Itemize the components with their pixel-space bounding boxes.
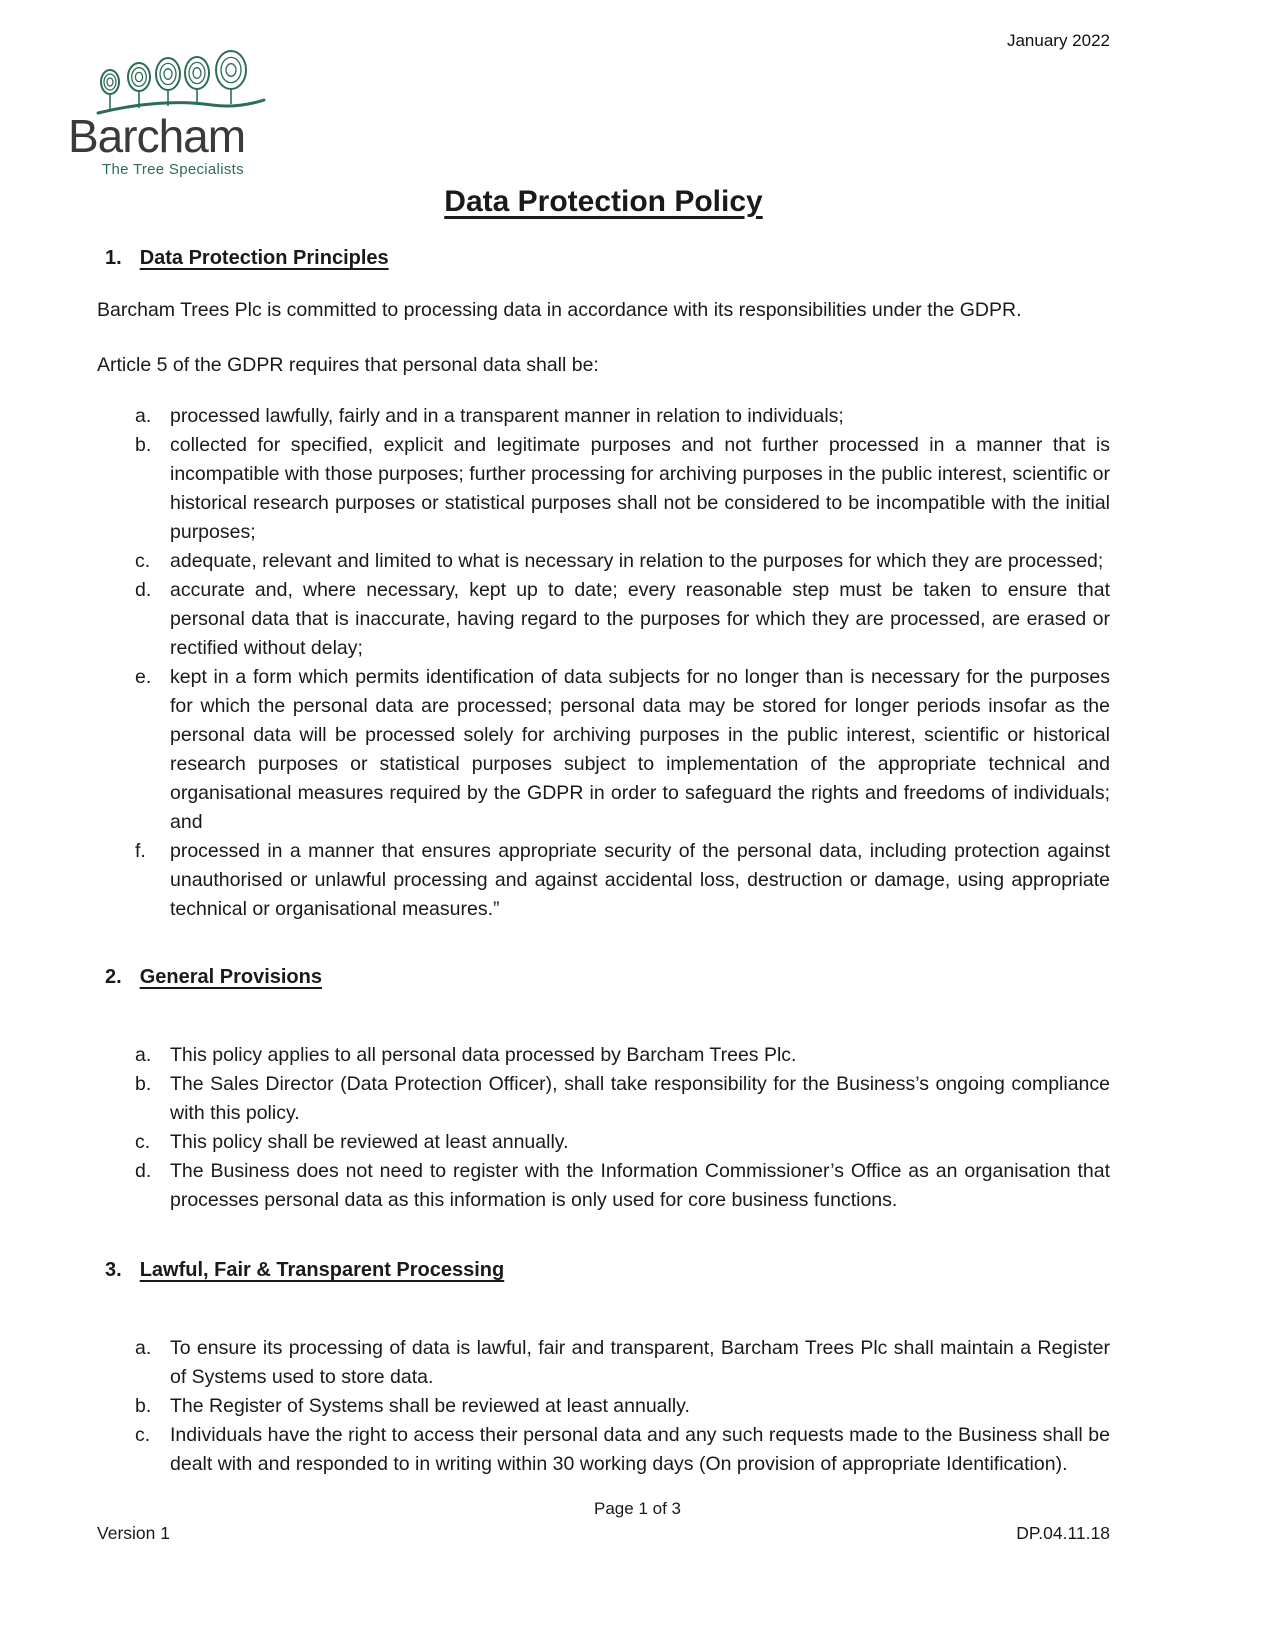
section-2-label: General Provisions	[139, 966, 322, 988]
list-marker: c.	[135, 1424, 151, 1446]
list-item	[97, 576, 1110, 663]
section-3-label: Lawful, Fair & Transparent Processing	[139, 1259, 505, 1281]
section-1-label: Data Protection Principles	[139, 247, 389, 269]
list-marker: f.	[135, 840, 146, 862]
section-1-list	[97, 402, 1110, 924]
section-2-list	[97, 1041, 1110, 1215]
section-1-paragraph-1: Barcham Trees Plc is committed to processing data in accordance with its responsibilities under the GDPR.	[97, 299, 1022, 321]
list-item	[97, 1392, 1110, 1421]
list-text: To ensure its processing of data is lawful, fair and transparent, Barcham Trees Plc shall maintain a Register of Systems used to store data.	[170, 1337, 1110, 1388]
list-text: This policy shall be reviewed at least annually.	[170, 1131, 569, 1153]
list-text: The Register of Systems shall be reviewed at least annually.	[170, 1395, 690, 1417]
list-item	[97, 1421, 1110, 1479]
list-marker: c.	[135, 1131, 151, 1153]
list-item	[97, 1041, 1110, 1070]
list-marker: d.	[135, 1160, 152, 1182]
list-item	[97, 1128, 1110, 1157]
barcham-logo	[68, 50, 269, 178]
list-text: This policy applies to all personal data processed by Barcham Trees Plc.	[170, 1044, 797, 1066]
footer-page-number: Page 1 of 3	[594, 1499, 681, 1518]
list-item	[97, 431, 1110, 547]
list-item	[97, 837, 1110, 924]
list-item	[97, 547, 1110, 576]
list-item	[97, 1070, 1110, 1128]
section-3-list	[97, 1334, 1110, 1479]
list-item	[97, 1334, 1110, 1392]
footer-version: Version 1	[97, 1523, 170, 1543]
section-1-paragraph-2: Article 5 of the GDPR requires that personal data shall be:	[97, 354, 599, 376]
list-text: The Business does not need to register with the Information Commissioner’s Office as an organisation that processes personal data as this information is only used for core business functions.	[170, 1160, 1110, 1211]
logo-brand-text: Barcham	[68, 110, 246, 162]
list-text: The Sales Director (Data Protection Officer), shall take responsibility for the Business’s ongoing compliance with this policy.	[170, 1073, 1110, 1124]
list-text: kept in a form which permits identification of data subjects for no longer than is necessary for the purposes for which the personal data are processed; personal data may be stored for longer periods insofar as the personal data will be processed solely for archiving purposes in the public interest, scientific or historical research purposes or statistical purposes subject to implementation of the appropriate technical and organisational measures required by the GDPR in order to safeguard the rights and freedoms of individuals; and	[170, 666, 1110, 833]
section-lawful-fair-transparent-processing	[97, 1259, 1110, 1479]
list-item	[97, 402, 1110, 431]
list-item	[97, 663, 1110, 837]
list-text: Individuals have the right to access their personal data and any such requests made to the Business shall be dealt with and responded to in writing within 30 working days (On provision of appropriate Identification).	[170, 1424, 1110, 1475]
list-marker: b.	[135, 1073, 152, 1095]
section-3-number: 3.	[105, 1259, 122, 1281]
list-marker: c.	[135, 550, 151, 572]
logo-tagline-text: The Tree Specialists	[102, 161, 244, 178]
section-general-provisions	[97, 966, 1110, 1215]
document-date: January 2022	[1006, 31, 1110, 50]
list-marker: e.	[135, 666, 152, 688]
list-marker: a.	[135, 405, 152, 427]
section-3-heading	[97, 1259, 1110, 1282]
list-marker: a.	[135, 1044, 152, 1066]
list-text: accurate and, where necessary, kept up to date; every reasonable step must be taken to ensure that personal data that is inaccurate, having regard to the purposes for which they are processed, are erased or rectified without delay;	[170, 579, 1110, 659]
section-2-number: 2.	[105, 966, 122, 988]
list-item	[97, 1157, 1110, 1215]
document-content	[97, 185, 1110, 1479]
list-text: processed lawfully, fairly and in a transparent manner in relation to individuals;	[170, 405, 844, 427]
section-data-protection-principles	[97, 247, 1110, 924]
section-1-heading	[97, 247, 1110, 270]
page-title: Data Protection Policy	[444, 185, 763, 218]
section-2-heading	[97, 966, 1110, 989]
list-text: collected for specified, explicit and legitimate purposes and not further processed in a manner that is incompatible with those purposes; further processing for archiving purposes in the public interest, scientific or historical research purposes or statistical purposes shall not be considered to be incompatible with the initial purposes;	[170, 434, 1110, 543]
list-marker: b.	[135, 434, 152, 456]
section-1-number: 1.	[105, 247, 122, 269]
list-marker: a.	[135, 1337, 152, 1359]
list-marker: d.	[135, 579, 152, 601]
list-text: processed in a manner that ensures appropriate security of the personal data, including protection against unauthorised or unlawful processing and against accidental loss, destruction or damage, using appropriate technical or organisational measures.”	[170, 840, 1110, 920]
list-text: adequate, relevant and limited to what is necessary in relation to the purposes for which they are processed;	[170, 550, 1104, 572]
footer-doc-ref: DP.04.11.18	[1016, 1523, 1110, 1543]
list-marker: b.	[135, 1395, 152, 1417]
